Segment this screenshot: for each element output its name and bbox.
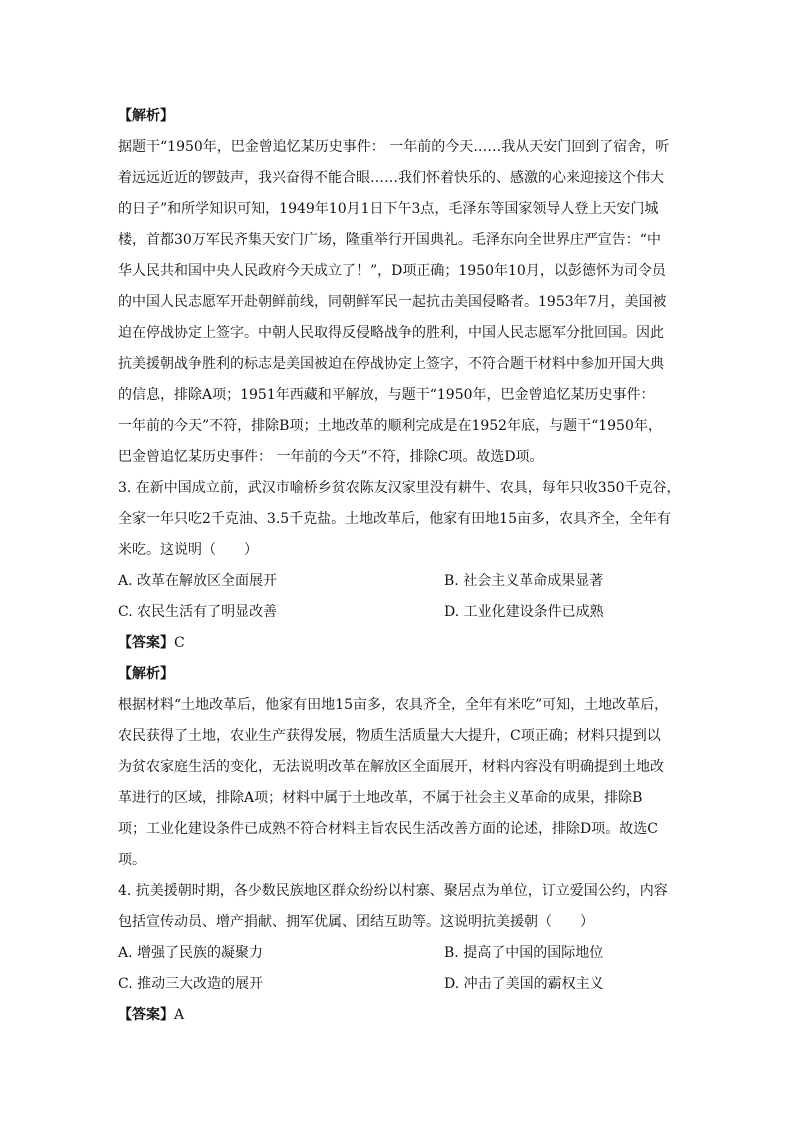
question-3-option-c: C. 农民生活有了明显改善: [118, 604, 278, 620]
question-3-option-a: A. 改革在解放区全面展开: [118, 573, 278, 589]
question-3-analysis-line: 为贫农家庭生活的变化，无法说明改革在解放区全面展开，材料内容没有明确提到土地改: [118, 759, 664, 775]
analysis-tag: 【解析】: [118, 108, 174, 124]
analysis-line: 一年前的今天”不符，排除B项；土地改革的顺利完成是在1952年底，与题干“1950年，: [118, 418, 662, 434]
analysis-line: 巴金曾追忆某历史事件： 一年前的今天”不符，排除C项。故选D项。: [118, 449, 544, 465]
question-3-option-b: B. 社会主义革命成果显著: [444, 573, 604, 589]
question-3-options-row-1: [118, 566, 678, 597]
question-3-stem-line: 米吃。这说明（ ）: [118, 542, 258, 558]
answer-value: A: [174, 1007, 185, 1023]
question-3-answer: [118, 628, 678, 659]
answer-tag: 【答案】: [118, 1007, 174, 1023]
analysis-line: 迫在停战协定上签字。中朝人民取得反侵略战争的胜利，中国人民志愿军分批回国。因此: [118, 325, 664, 341]
analysis-line: 的信息，排除A项；1951年西藏和平解放，与题干“1950年，巴金曾追忆某历史事件：: [118, 387, 655, 403]
question-3-analysis-heading: [118, 659, 678, 690]
question-4-stem-line: 包括宣传动员、增产捐献、拥军优属、团结互助等。这说明抗美援朝（ ）: [118, 914, 594, 930]
analysis-heading: [118, 101, 678, 132]
question-3-analysis-line: 项；工业化建设条件已成熟不符合材料主旨农民生活改善方面的论述，排除D项。故选C: [118, 821, 658, 837]
analysis-line: 的中国人民志愿军开赴朝鲜前线，同朝鲜军民一起抗击美国侵略者。1953年7月，美国被: [118, 294, 667, 310]
question-4-option-a: A. 增强了民族的凝聚力: [118, 945, 264, 961]
question-3-stem-line: 全家一年只吃2千克油、3.5千克盐。土地改革后，他家有田地15亩多，农具齐全，全年有: [118, 511, 671, 527]
question-4-answer: [118, 1000, 678, 1031]
question-4-option-b: B. 提高了中国的国际地位: [444, 945, 604, 961]
question-3-option-d: D. 工业化建设条件已成熟: [444, 604, 604, 620]
question-4-stem-line: 4. 抗美援朝时期，各少数民族地区群众纷纷以村寨、聚居点为单位，订立爱国公约，内容: [118, 883, 668, 899]
question-3-stem-line: 3. 在新中国成立前，武汉市喻桥乡贫农陈友汉家里没有耕牛、农具，每年只收350千克谷，: [118, 480, 681, 496]
analysis-line: 着远远近近的锣鼓声，我兴奋得不能合眼……我们怀着快乐的、感激的心来迎接这个伟大: [118, 170, 664, 186]
question-3-analysis-line: 项。: [118, 852, 146, 868]
analysis-line: 楼，首都30万军民齐集天安门广场，隆重举行开国典礼。毛泽东向全世界庄严宣告：“中: [118, 232, 661, 248]
question-3-analysis-line: 根据材料“土地改革后，他家有田地15亩多，农具齐全，全年有米吃”可知，土地改革后，: [118, 697, 669, 713]
answer-tag: 【答案】: [118, 635, 174, 651]
analysis-line: 华人民共和国中央人民政府今天成立了！”，D项正确；1950年10月，以彭德怀为司令员: [118, 263, 666, 279]
question-4-options-row-2: [118, 969, 678, 1000]
question-4-options-row-1: [118, 938, 678, 969]
question-3-options-row-2: [118, 597, 678, 628]
analysis-line: 据题干“1950年，巴金曾追忆某历史事件： 一年前的今天……我从天安门回到了宿舍，听: [118, 139, 670, 155]
answer-value: C: [174, 635, 185, 651]
analysis-tag: 【解析】: [118, 666, 174, 682]
question-4-option-d: D. 冲击了美国的霸权主义: [444, 976, 604, 992]
question-3-analysis-line: 革进行的区域，排除A项；材料中属于土地改革，不属于社会主义革命的成果，排除B: [118, 790, 643, 806]
document-content: [118, 101, 681, 1031]
analysis-line: 抗美援朝战争胜利的标志是美国被迫在停战协定上签字，不符合题干材料中参加开国大典: [118, 356, 664, 372]
question-3-analysis-line: 农民获得了土地，农业生产获得发展，物质生活质量大大提升，C项正确；材料只提到以: [118, 728, 661, 744]
analysis-line: 的日子”和所学知识可知，1949年10月1日下午3点，毛泽东等国家领导人登上天安门城: [118, 201, 659, 217]
question-4-option-c: C. 推动三大改造的展开: [118, 976, 264, 992]
